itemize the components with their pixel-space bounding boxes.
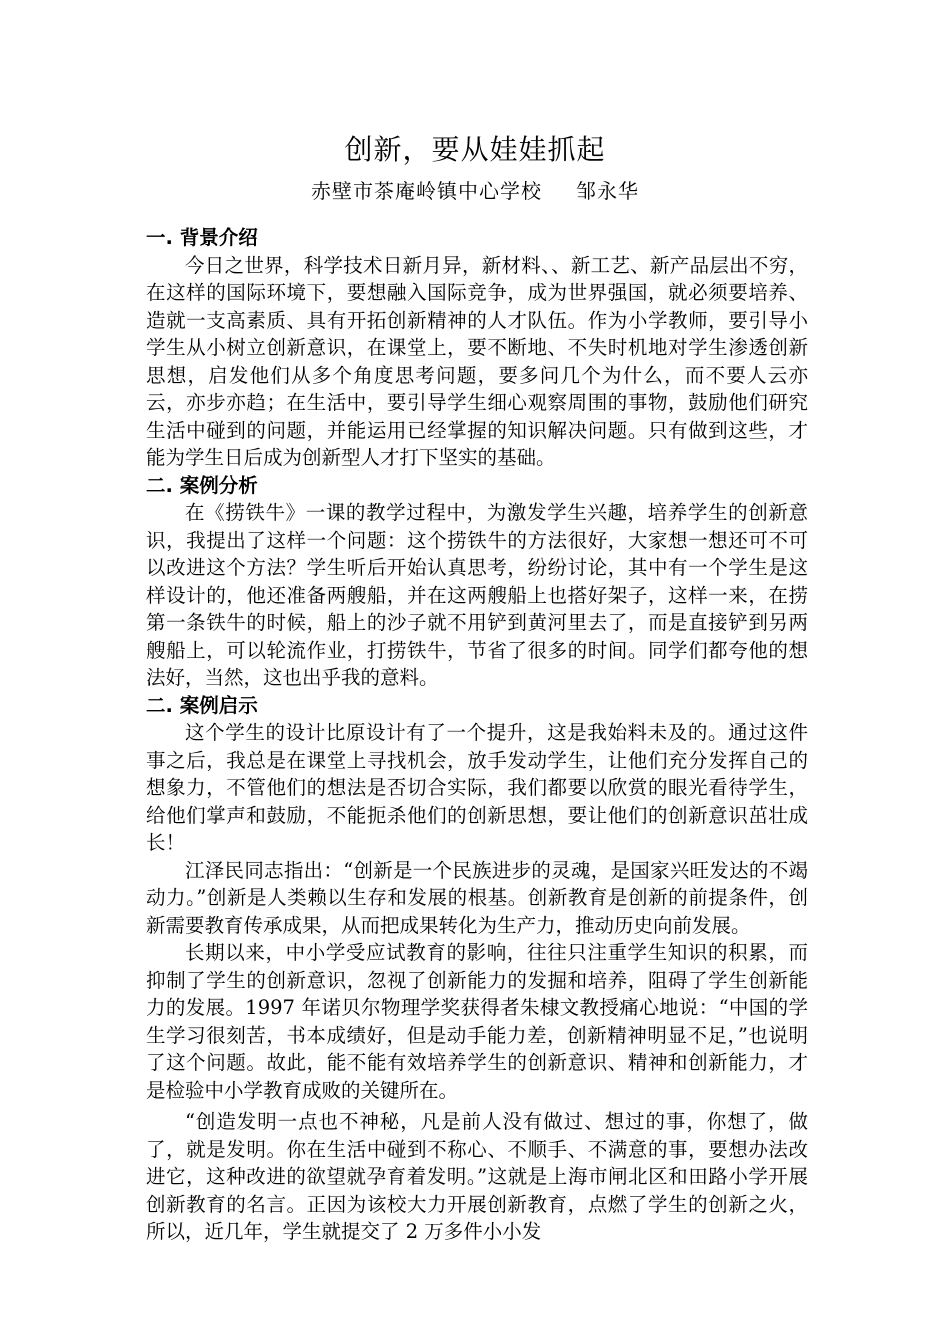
section-heading: 二. 案例分析	[146, 473, 258, 497]
document-title: 创新，要从娃娃抓起	[344, 133, 606, 166]
paragraph: 在《捞铁牛》一课的教学过程中，为激发学生兴趣，培养学生的创新意识，我提出了这样一个问题：这个捞铁牛的方法很好，大家想一想还可不可以改进这个方法？学生听后开始认真思考，纷纷讨论，其中有一个学生是这样设计的，他还准备两艘船，并在这两艘船上也搭好架子，这样一来，在捞第一条铁牛的时候，船上的沙子就不用铲到黄河里去了，而是直接铲到另两艘船上，可以轮流作业，打捞铁牛，节省了很多的时间。同学们都夸他的想法好，当然，这也出乎我的意料。	[146, 501, 808, 689]
section-heading: 二. 案例启示	[146, 693, 258, 717]
section-case-analysis	[146, 472, 808, 692]
document-body	[146, 224, 808, 1246]
paragraph: 长期以来，中小学受应试教育的影响，往往只注重学生知识的积累，而抑制了学生的创新意识，忽视了创新能力的发掘和培养，阻碍了学生创新能力的发展。1997 年诺贝尔物理学奖获得者朱棣文教授痛心地说：“中国的学生学习很刻苦，书本成绩好，但是动手能力差，创新精神明显不足，”也说明了这个问题。故此，能不能有效培养学生的创新意识、精神和创新能力，才是检验中小学教育成败的关键所在。	[146, 941, 808, 1102]
paragraph: “创造发明一点也不神秘，凡是前人没有做过、想过的事，你想了，做了，就是发明。你在生活中碰到不称心、不顺手、不满意的事，要想办法改进它，这种改进的欲望就孕育着发明。”这就是上海市闸北区和田路小学开展创新教育的名言。正因为该校大力开展创新教育，点燃了学生的创新之火，所以，近几年，学生就提交了 2 万多件小小发	[146, 1110, 808, 1243]
paragraph: 江泽民同志指出：“创新是一个民族进步的灵魂，是国家兴旺发达的不竭动力。”创新是人类赖以生存和发展的根基。创新教育是创新的前提条件，创新需要教育传承成果，从而把成果转化为生产力，推动历史向前发展。	[146, 858, 808, 937]
school-name: 赤壁市茶庵岭镇中心学校	[311, 179, 542, 203]
section-heading: 一. 背景介绍	[146, 226, 258, 249]
section-background	[146, 224, 808, 472]
author-name: 邹永华	[576, 179, 639, 203]
paragraph: 这个学生的设计比原设计有了一个提升，这是我始料未及的。通过这件事之后，我总是在课堂上寻找机会，放手发动学生，让他们充分发挥自己的想象力，不管他们的想法是否切合实际，我们都要以欣赏的眼光看待学生，给他们掌声和鼓励，不能扼杀他们的创新思想，要让他们的创新意识茁壮成长！	[146, 721, 808, 854]
section-case-insight	[146, 692, 808, 1246]
document-byline	[0, 176, 950, 206]
paragraph: 今日之世界，科学技术日新月异，新材料、、新工艺、新产品层出不穷，在这样的国际环境下，要想融入国际竞争，成为世界强国，就必须要培养、造就一支高素质、具有开拓创新精神的人才队伍。作为小学教师，要引导小学生从小树立创新意识，在课堂上，要不断地、不失时机地对学生渗透创新思想，启发他们从多个角度思考问题，要多问几个为什么，而不要人云亦云，亦步亦趋；在生活中，要引导学生细心观察周围的事物，鼓励他们研究生活中碰到的问题，并能运用已经掌握的知识解决问题。只有做到这些，才能为学生日后成为创新型人才打下坚实的基础。	[146, 253, 808, 469]
